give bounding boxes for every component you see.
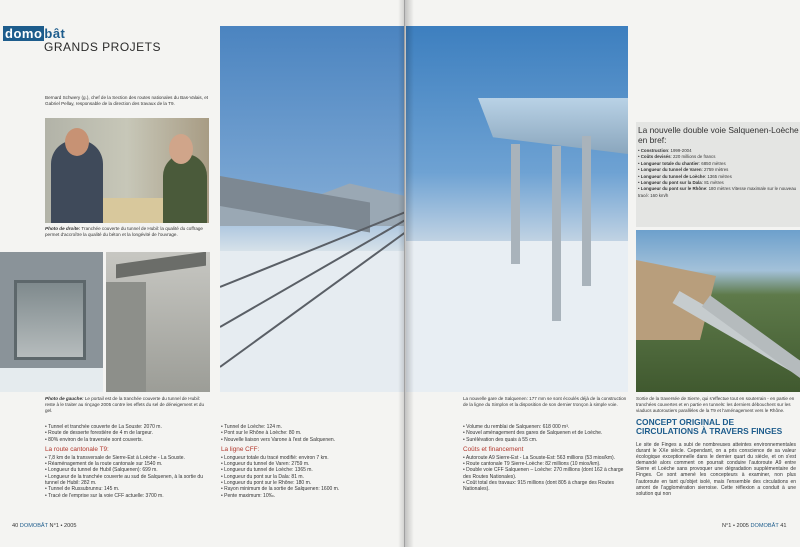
list-cff-line (221, 424, 399, 499)
photo-railway-snow (220, 26, 405, 392)
photo-covered-trench (106, 252, 210, 392)
list-item: • 7,8 km de la transversale de Sierre-Est à Loèche - La Souste. (45, 455, 215, 461)
list-item: • Longueur totale du chantier: 6850 mètres (638, 160, 726, 166)
photo-portrait (45, 118, 209, 223)
list-item: • Route de desserte forestière de 4 m de largeur. (45, 430, 215, 436)
costs-heading: Coûts et financement (463, 445, 524, 453)
list-item: • Réaménagement de la route cantonale sur 1540 m. (45, 461, 215, 467)
list-item: • Longueur du pont sur la Dala: 81 m. (221, 474, 399, 480)
list-item: • Longueur du tunnel de Varen: 2759 m. (221, 461, 399, 467)
info-box-title: La nouvelle double voie Salquenen-Loèche en bref: (638, 125, 799, 145)
list-item: • Longueur de la tranchée couverte au sud de Salquenen, à la sortie du tunnel de Hubil: 282 m. (45, 474, 215, 487)
caption-viaduct: Sortie de la traversée de Sierre, qui s'effectue tout en souterrain - en partie en tranchées couvertes et en partie en tunnels: les derniers débouchent sur les viaducs autoroutiers parallèles de la T9 et l'aménagement vers le Rhône. (636, 396, 795, 413)
section-title: GRANDS PROJETS (44, 40, 162, 54)
caption-station: La nouvelle gare de Salquenen: 177 mm se sont écoulés déjà de la construction de la ligne du Simplon et la disposition de son dernier tronçon à simple voie. (463, 396, 627, 407)
folio-right: N°1 • 2005 DOMOBÂT 41 (722, 523, 787, 529)
caption-portrait: Bernard Schwery (g.), chef de la Section des routes nationales du Bas-Valais, et Gabriel Pellay, responsable de la direction des travaux de la T9. (45, 95, 209, 106)
list-item: • Coûts devisés: 220 millions de francs (638, 154, 716, 160)
list-item: • Nouvelle liaison vers Varone à l'est de Salquenen. (221, 437, 399, 443)
concept-body: Le site de Finges a subi de nombreuses atteintes environnementales durant le XXe siècle. Cependant, on a pris conscience de sa valeur écologique exceptionnelle dans le dernier quart du siècle, et on s'est demandé alors comment on pourrait conduire l'autoroute A9 entre Sierre et Loèche sans provoquer une dégradation supplémentaire de Finges. Ce sont amené les concepteurs à examiner, non plus l'autoroute en tant qu'objet isolé, mais l'ensemble des circulations en amont de l'agglomération sierroise. Cette réflexion a conduit à une solution qui non (636, 442, 796, 497)
cff-heading: La ligne CFF: (221, 445, 260, 453)
list-item: • Autoroute A9 Sierre-Est - La Souste-Est: 563 millions (53 mios/km). (463, 455, 628, 461)
list-item: • Tracé de l'emprise sur la voie CFF actuelle: 3700 m. (45, 493, 215, 499)
list-item: • Coût total des travaux: 915 millions (dont 805 à charge des Routes Nationales). (463, 480, 628, 493)
list-item: • Volume du remblai de Salquenen: 618 000 m³. (463, 424, 628, 430)
caption-left-photo: Photo de gauche: Le portail est de la tranchée couverte du tunnel de Hubil: reste à le traiter au rinçage 2005 contre les effets du sel de déneigement et du gel. (45, 396, 205, 413)
list-salquenen-costs (463, 424, 628, 493)
list-item: • Tunnel et tranchée couverte de La Souste: 2070 m. (45, 424, 215, 430)
list-item: • Rayon minimum de la sortie de Salquenen: 1600 m. (221, 486, 399, 492)
list-item: • Longueur du tunnel de Loèche: 1365 m. (221, 467, 399, 473)
list-item: • Longueur du pont sur la Dala: 81 mètres (638, 180, 724, 186)
list-item: • 80% environ de la traversée sont couverts. (45, 437, 215, 443)
list-item: • Surélévation des quais à 55 cm. (463, 437, 628, 443)
list-item: • Nouvel aménagement des gares de Salquenen et de Loèche. (463, 430, 628, 436)
folio-left: 40 DOMOBÂT N°1 • 2005 (12, 523, 77, 529)
list-item: • Longueur du pont sur le Rhône: 180 mètres Vitesse maximale sur le nouveau tracé: 160 km/h (638, 186, 797, 198)
photo-salquenen-station (406, 26, 628, 392)
list-item: • Pont sur le Rhône à Loèche: 80 m. (221, 430, 399, 436)
concept-heading: CONCEPT ORIGINAL DE CIRCULATIONS À TRAVERS FINGES (636, 417, 783, 436)
list-item: • Tunnel de Loèche: 124 m. (221, 424, 399, 430)
info-box-double-track (636, 122, 800, 227)
photo-viaduct-sierre (636, 230, 800, 392)
spread-gutter (398, 0, 414, 547)
list-item: • Tunnel de Russubrunnu: 145 m. (45, 486, 215, 492)
brand-logo: domo bât (5, 26, 66, 41)
list-item: • Double voie CFF Salquenen – Loèche: 270 millions (dont 162 à charge des Routes Nationales). (463, 467, 628, 480)
list-item: • Route cantonale T9 Sierre-Loèche: 82 millions (10 mios/km). (463, 461, 628, 467)
list-item: • Longueur du tunnel de Varen: 2759 mètres (638, 167, 729, 173)
list-tunnel-summary (45, 424, 215, 499)
list-item: • Construction: 1999-2004 (638, 148, 692, 153)
list-item: • Longueur du tunnel de Hubil (Salquenen): 699 m. (45, 467, 215, 473)
caption-right-photo: Photo de droite: Tranchée couverte du tunnel de Hubil: la qualité du coffrage permet d'accroître la qualité du béton et la longévité de l'ouvrage. (45, 226, 203, 237)
t9-heading: La route cantonale T9: (45, 445, 109, 453)
list-item: • Longueur du pont sur le Rhône: 180 m. (221, 480, 399, 486)
list-item: • Pente maximum: 10‰. (221, 493, 399, 499)
photo-tunnel-portal (0, 252, 103, 392)
list-item: • Longueur du tunnel de Loèche: 1365 mètres (638, 173, 732, 179)
list-item: • Longueur totale du tracé modifié: environ 7 km. (221, 455, 399, 461)
